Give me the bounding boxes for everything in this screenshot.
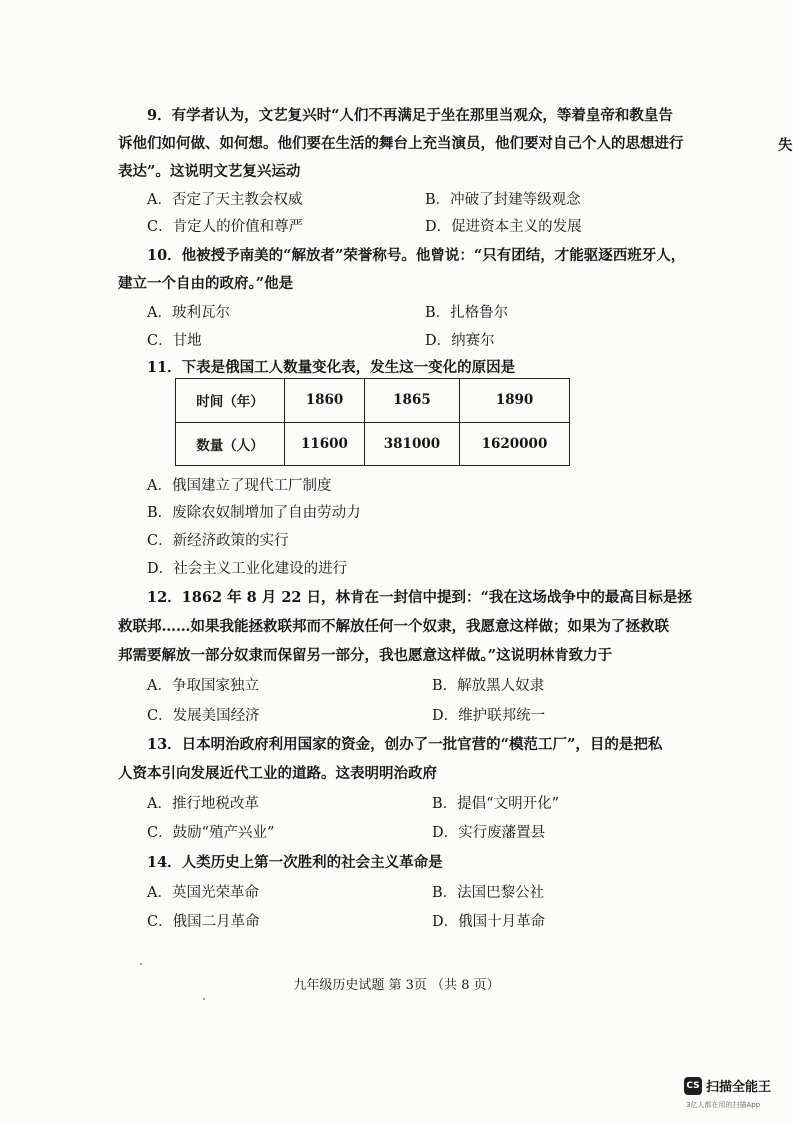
q13-option-c: C．鼓励“殖产兴业” [147, 825, 275, 841]
q9-option-b: B．冲破了封建等级观念 [425, 192, 581, 208]
q13-stem-line2: 人资本引向发展近代工业的道路。这表明明治政府 [118, 765, 437, 782]
q13-stem-line1: 13．日本明治政府利用国家的资金，创办了一批官营的“模范工厂”，目的是把私 [147, 736, 663, 753]
table-cell: 1620000 [459, 422, 569, 466]
q10-stem-line1: 10．他被授予南美的“解放者”荣誉称号。他曾说：“只有团结，才能驱逐西班牙人， [147, 247, 686, 264]
scan-speck [140, 963, 142, 965]
q14-option-a: A．英国光荣革命 [147, 885, 259, 901]
table-cell: 数量（人） [176, 422, 285, 466]
scan-speck [203, 998, 205, 1000]
q10-option-b: B．扎格鲁尔 [425, 305, 509, 321]
scanner-watermark [684, 1074, 786, 1114]
q12-stem-line2: 救联邦……如果我能拯救联邦而不解放任何一个奴隶，我愿意这样做；如果为了拯救联 [118, 618, 669, 635]
q13-option-b: B．提倡“文明开化” [432, 796, 559, 812]
q12-stem-line1: 12．1862 年 8 月 22 日，林肯在一封信中提到：“我在这场战争中的最高目标是拯 [147, 589, 692, 606]
scanner-tagline: 3亿人都在用的扫描App [686, 1101, 761, 1109]
camscanner-logo-icon: CS [684, 1077, 702, 1095]
q11-option-a: A．俄国建立了现代工厂制度 [147, 478, 332, 494]
q9-option-d: D．促进资本主义的发展 [425, 219, 582, 235]
q10-stem-line2: 建立一个自由的政府。”他是 [118, 275, 294, 292]
table-cell: 1865 [364, 379, 459, 423]
q13-option-d: D．实行废藩置县 [432, 825, 546, 841]
q9-option-c: C．肯定人的价值和尊严 [147, 219, 304, 235]
q10-option-d: D．纳赛尔 [425, 333, 495, 349]
table-cell: 1860 [285, 379, 365, 423]
q11-option-b: B．废除农奴制增加了自由劳动力 [147, 505, 361, 521]
q12-option-d: D．维护联邦统一 [432, 708, 546, 724]
q11-option-d: D．社会主义工业化建设的进行 [147, 561, 348, 577]
q10-option-a: A．玻利瓦尔 [147, 305, 230, 321]
table-row [176, 379, 570, 423]
q14-option-c: C．俄国二月革命 [147, 914, 260, 930]
q12-stem-line3: 邦需要解放一部分奴隶而保留另一部分，我也愿意这样做。”这说明林肯致力于 [118, 647, 613, 664]
scanner-app-name: 扫描全能王 [706, 1080, 772, 1095]
q13-option-a: A．推行地税改革 [147, 796, 259, 812]
q11-stem: 11．下表是俄国工人数量变化表，发生这一变化的原因是 [147, 359, 516, 376]
q14-option-d: D．俄国十月革命 [432, 914, 546, 930]
table-cell: 381000 [364, 422, 459, 466]
q12-option-b: B．解放黑人奴隶 [432, 678, 545, 694]
q9-stem-line2: 诉他们如何做、如何想。他们要在生活的舞台上充当演员，他们要对自己个人的思想进行 [118, 135, 684, 152]
q12-option-a: A．争取国家独立 [147, 678, 259, 694]
table-row [176, 422, 570, 466]
cut-off-character: 失 [778, 137, 793, 154]
q14-stem: 14．人类历史上第一次胜利的社会主义革命是 [147, 854, 443, 871]
table-cell: 时间（年） [176, 379, 285, 423]
q9-stem-line3: 表达”。这说明文艺复兴运动 [118, 163, 301, 180]
q9-option-a: A．否定了天主教会权威 [147, 192, 303, 208]
q14-option-b: B．法国巴黎公社 [432, 885, 545, 901]
table-cell: 11600 [285, 422, 365, 466]
q9-stem-line1: 9．有学者认为，文艺复兴时“人们不再满足于坐在那里当观众，等着皇帝和教皇告 [147, 107, 673, 124]
q10-option-c: C．甘地 [147, 333, 202, 349]
q11-option-c: C．新经济政策的实行 [147, 533, 289, 549]
table-cell: 1890 [459, 379, 569, 423]
page-footer: 九年级历史试题 第 3页 （共 8 页） [293, 978, 500, 993]
q12-option-c: C．发展美国经济 [147, 708, 260, 724]
russian-workers-table [175, 378, 570, 466]
